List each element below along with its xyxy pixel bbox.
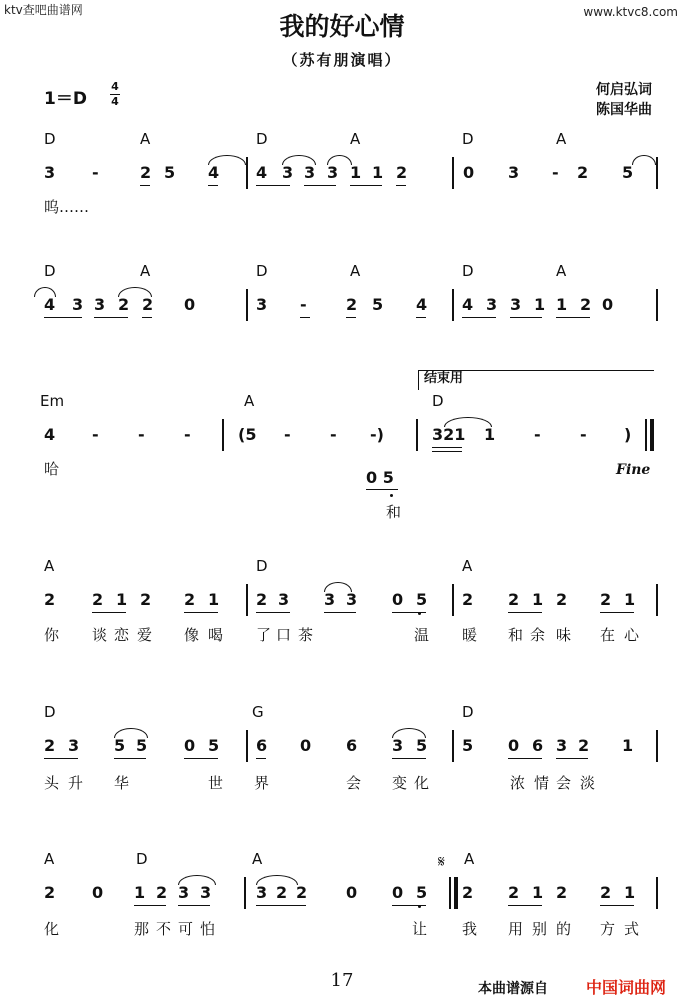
note-underline — [256, 905, 306, 906]
tie-slur — [324, 582, 352, 592]
lyric-syllable: 爱 — [137, 626, 153, 644]
note-underline — [178, 905, 210, 906]
jianpu-note: - — [300, 295, 307, 314]
tie-slur — [118, 287, 152, 297]
tie-slur — [34, 287, 56, 297]
jianpu-note: 3 — [282, 163, 294, 182]
note-underline — [432, 447, 462, 448]
lyric-syllable: 口 — [276, 626, 292, 644]
tie-slur — [208, 155, 246, 165]
jianpu-note: 0 — [392, 883, 404, 902]
jianpu-note: 2 — [276, 883, 288, 902]
chord-symbol: A — [252, 850, 263, 868]
jianpu-note: 5 — [416, 590, 428, 609]
chord-symbol: D — [44, 262, 56, 280]
jianpu-note: - — [184, 425, 191, 444]
chord-symbol: A — [462, 557, 473, 575]
jianpu-note: 4 — [44, 295, 56, 314]
lyric-syllable: 化 — [414, 774, 430, 792]
jianpu-note: 0 — [463, 163, 475, 182]
lyric-syllable: 让 — [412, 920, 428, 938]
lyric-syllable: 华 — [114, 774, 130, 792]
lyric-syllable: 浓 — [510, 774, 526, 792]
jianpu-note: ) — [624, 425, 632, 444]
jianpu-note: 3 — [556, 736, 568, 755]
jianpu-note: 3 — [68, 736, 80, 755]
jianpu-note: 4 — [208, 163, 220, 182]
bar-line — [222, 419, 224, 451]
jianpu-note: 3 — [304, 163, 316, 182]
jianpu-note: 5 — [136, 736, 148, 755]
jianpu-note: 5 — [372, 295, 384, 314]
jianpu-note: 0 — [184, 295, 196, 314]
jianpu-note: 1 — [350, 163, 362, 182]
lyric-syllable: 味 — [556, 626, 572, 644]
tie-slur — [327, 155, 352, 165]
note-underline — [462, 317, 496, 318]
chord-symbol: A — [140, 262, 151, 280]
jianpu-note: 0 — [346, 883, 358, 902]
note-underline — [184, 758, 218, 759]
bar-line — [246, 157, 248, 189]
jianpu-note: 0 — [300, 736, 312, 755]
note-underline — [432, 451, 462, 452]
lyric-syllable: 情 — [534, 774, 550, 792]
key-signature: 1＝D — [44, 89, 87, 109]
note-underline — [508, 758, 542, 759]
lyric-syllable: 心 — [624, 626, 640, 644]
jianpu-note: - — [534, 425, 541, 444]
jianpu-note: 1 — [534, 295, 546, 314]
note-underline — [508, 612, 542, 613]
lyric-syllable: 头 — [44, 774, 60, 792]
note-underline — [184, 612, 218, 613]
note-underline — [92, 612, 126, 613]
jianpu-note: 6 — [346, 736, 358, 755]
lyric-syllable: 可 — [178, 920, 194, 938]
lyric-syllable: 谈 — [92, 626, 108, 644]
note-underline — [208, 185, 218, 186]
jianpu-note: 2 — [508, 883, 520, 902]
lyric-syllable: 温 — [414, 626, 430, 644]
note-underline — [510, 317, 542, 318]
lyric-syllable: 余 — [530, 626, 546, 644]
jianpu-note: - — [92, 163, 99, 182]
chord-symbol: D — [256, 557, 268, 575]
jianpu-note: 1 — [134, 883, 146, 902]
note-underline — [346, 317, 356, 318]
source-label: 本曲谱源自 — [478, 981, 548, 997]
chord-symbol: D — [256, 262, 268, 280]
tie-slur — [114, 728, 148, 738]
jianpu-note: 1 — [484, 425, 496, 444]
jianpu-note: 1 — [622, 736, 634, 755]
meter-bottom: 4 — [111, 94, 119, 108]
jianpu-note: 0 — [392, 590, 404, 609]
note-underline — [350, 185, 382, 186]
jianpu-note: 3 — [327, 163, 339, 182]
octave-dot — [390, 494, 393, 497]
lyric-syllable: 哈 — [44, 460, 60, 478]
jianpu-note: 3 — [486, 295, 498, 314]
chord-symbol: A — [350, 130, 361, 148]
jianpu-note: 2 — [346, 295, 358, 314]
bar-line — [452, 584, 454, 616]
chord-symbol: A — [44, 850, 55, 868]
jianpu-note: 2 — [578, 736, 590, 755]
lyricist: 何启弘词 — [596, 82, 652, 98]
jianpu-note: 2 — [92, 590, 104, 609]
lyric-syllable: 像 — [184, 626, 200, 644]
jianpu-note: 2 — [556, 590, 568, 609]
jianpu-note: 2 — [140, 163, 152, 182]
jianpu-note: - — [580, 425, 587, 444]
jianpu-note: 5 — [164, 163, 176, 182]
note-underline — [300, 317, 310, 318]
lyric-syllable: 恋 — [114, 626, 130, 644]
bar-line — [452, 730, 454, 762]
lyric-syllable: 呜…… — [44, 198, 90, 216]
jianpu-note: 2 — [118, 295, 130, 314]
chord-symbol: A — [464, 850, 475, 868]
note-underline — [256, 185, 290, 186]
note-underline — [600, 905, 634, 906]
note-underline — [600, 612, 634, 613]
jianpu-note: 3 — [346, 590, 358, 609]
jianpu-note: 2 — [577, 163, 589, 182]
jianpu-note: 5 — [114, 736, 126, 755]
jianpu-note: 1 — [532, 883, 544, 902]
jianpu-note: 2 — [142, 295, 154, 314]
octave-dot — [418, 905, 421, 908]
chord-symbol: Em — [40, 392, 65, 410]
bar-line — [452, 157, 454, 189]
jianpu-note: 1 — [624, 590, 636, 609]
note-underline — [396, 185, 406, 186]
jianpu-note: 3 — [508, 163, 520, 182]
note-underline — [556, 758, 588, 759]
jianpu-note: 5 — [622, 163, 634, 182]
tie-slur — [392, 728, 426, 738]
jianpu-note: 0 — [92, 883, 104, 902]
bar-line — [416, 419, 418, 451]
bar-line — [650, 419, 654, 451]
jianpu-note: 2 — [184, 590, 196, 609]
jianpu-note: 2 — [296, 883, 308, 902]
jianpu-note: 4 — [416, 295, 428, 314]
note-underline — [256, 758, 266, 759]
jianpu-note: 1 — [624, 883, 636, 902]
segno-sign: 𝄋 — [438, 852, 445, 871]
jianpu-note: 3 — [392, 736, 404, 755]
lyric-syllable: 喝 — [208, 626, 224, 644]
note-underline — [508, 905, 542, 906]
bar-line — [656, 157, 658, 189]
lyric-syllable: 式 — [624, 920, 640, 938]
jianpu-note: 2 — [580, 295, 592, 314]
meter-top: 4 — [111, 80, 119, 93]
jianpu-note: 3 — [278, 590, 290, 609]
jianpu-note: 2 — [508, 590, 520, 609]
bar-line — [656, 730, 658, 762]
chord-symbol: D — [44, 130, 56, 148]
chord-symbol: A — [140, 130, 151, 148]
jianpu-note: 2 — [600, 590, 612, 609]
time-signature — [110, 81, 120, 107]
composer: 陈国华曲 — [596, 102, 652, 118]
jianpu-note: 1 — [532, 590, 544, 609]
jianpu-note: 1 — [116, 590, 128, 609]
note-underline — [44, 317, 82, 318]
bar-line — [656, 584, 658, 616]
bar-line — [454, 877, 458, 909]
jianpu-note: 3 — [256, 883, 268, 902]
jianpu-note: 2 — [462, 883, 474, 902]
note-underline — [324, 612, 356, 613]
lyric-syllable: 在 — [600, 626, 616, 644]
jianpu-note: -) — [370, 425, 384, 444]
chord-symbol: D — [462, 262, 474, 280]
lyric-syllable: 我 — [462, 920, 478, 938]
jianpu-note: - — [330, 425, 337, 444]
jianpu-note: - — [138, 425, 145, 444]
page-number: 17 — [330, 970, 354, 991]
jianpu-note: 2 — [462, 590, 474, 609]
jianpu-note: - — [284, 425, 291, 444]
bar-line — [244, 877, 246, 909]
jianpu-note: 4 — [462, 295, 474, 314]
lyric-syllable: 茶 — [298, 626, 314, 644]
tie-slur — [256, 875, 298, 885]
note-underline — [134, 905, 166, 906]
ending-bracket-side — [418, 370, 419, 390]
lyric-syllable: 怕 — [200, 920, 216, 938]
lyric-syllable: 和 — [508, 626, 524, 644]
note-underline — [304, 185, 336, 186]
jianpu-note: 1 — [372, 163, 384, 182]
ending-label: 结束用 — [424, 371, 464, 386]
tie-slur — [444, 417, 492, 427]
note-underline — [114, 758, 146, 759]
lyric-syllable: 用 — [508, 920, 524, 938]
jianpu-note: 2 — [140, 590, 152, 609]
chord-symbol: D — [136, 850, 148, 868]
note-underline — [556, 317, 590, 318]
lyric-syllable: 不 — [156, 920, 172, 938]
bar-line — [246, 584, 248, 616]
chord-symbol: A — [244, 392, 255, 410]
jianpu-note: 5 — [208, 736, 220, 755]
lyric-syllable: 升 — [68, 774, 84, 792]
chord-symbol: A — [556, 262, 567, 280]
jianpu-note: 4 — [44, 425, 56, 444]
note-underline — [44, 758, 78, 759]
tie-slur — [282, 155, 316, 165]
lyric-syllable: 暖 — [462, 626, 478, 644]
jianpu-note: 5 — [462, 736, 474, 755]
bar-line — [656, 289, 658, 321]
note-underline — [366, 489, 398, 490]
lyric-syllable: 世 — [208, 774, 224, 792]
jianpu-note: 2 — [44, 883, 56, 902]
chord-symbol: D — [432, 392, 444, 410]
lyric-syllable: 别 — [532, 920, 548, 938]
lyric-syllable: 方 — [600, 920, 616, 938]
tie-slur — [178, 875, 216, 885]
lyric-syllable: 界 — [254, 774, 270, 792]
jianpu-note: 2 — [556, 883, 568, 902]
jianpu-note: 2 — [44, 736, 56, 755]
jianpu-note: 3 — [72, 295, 84, 314]
note-underline — [392, 758, 426, 759]
lyric-syllable: 和 — [386, 503, 402, 521]
jianpu-note: - — [552, 163, 559, 182]
chord-symbol: G — [252, 703, 264, 721]
fine-marking: Fine — [616, 462, 651, 478]
bar-line — [449, 877, 451, 909]
site-watermark-left: ktv查吧曲谱网 — [4, 3, 83, 17]
song-subtitle: （苏有朋演唱） — [282, 51, 402, 69]
jianpu-note: 5 — [416, 883, 428, 902]
jianpu-note: 3 — [44, 163, 56, 182]
bar-line — [246, 730, 248, 762]
chord-symbol: D — [462, 703, 474, 721]
lyric-syllable: 化 — [44, 920, 60, 938]
jianpu-note: 3 — [200, 883, 212, 902]
jianpu-note: 6 — [532, 736, 544, 755]
jianpu-note: (5 — [238, 425, 257, 444]
jianpu-note: 0 — [602, 295, 614, 314]
tie-slur — [632, 155, 656, 165]
note-underline — [416, 317, 426, 318]
chord-symbol: A — [556, 130, 567, 148]
jianpu-note: 2 — [44, 590, 56, 609]
jianpu-note: 3 — [178, 883, 190, 902]
chord-symbol: D — [44, 703, 56, 721]
jianpu-note: 6 — [256, 736, 268, 755]
note-underline — [142, 317, 152, 318]
lyric-syllable: 会 — [556, 774, 572, 792]
note-underline — [94, 317, 128, 318]
jianpu-note: - — [92, 425, 99, 444]
note-underline — [140, 185, 150, 186]
jianpu-note: 0 — [184, 736, 196, 755]
jianpu-note: 0 — [508, 736, 520, 755]
jianpu-note: 1 — [208, 590, 220, 609]
chord-symbol: A — [350, 262, 361, 280]
bar-line — [246, 289, 248, 321]
jianpu-note: 3 — [324, 590, 336, 609]
pickup-notes: 0 5 — [366, 468, 394, 487]
lyric-syllable: 那 — [134, 920, 150, 938]
jianpu-note: 3 — [510, 295, 522, 314]
jianpu-note: 2 — [256, 590, 268, 609]
ending-bracket — [418, 370, 654, 371]
jianpu-note: 2 — [156, 883, 168, 902]
jianpu-note: 1 — [556, 295, 568, 314]
chord-symbol: A — [44, 557, 55, 575]
jianpu-note: 2 — [396, 163, 408, 182]
source-site: 中国词曲网 — [586, 978, 667, 997]
lyric-syllable: 了 — [256, 626, 272, 644]
jianpu-note: 4 — [256, 163, 268, 182]
octave-dot — [418, 612, 421, 615]
jianpu-note: 3 — [94, 295, 106, 314]
jianpu-note: 3 — [256, 295, 268, 314]
jianpu-note: 2 — [600, 883, 612, 902]
lyric-syllable: 会 — [346, 774, 362, 792]
site-watermark-right: www.ktvc8.com — [583, 5, 678, 19]
chord-symbol: D — [462, 130, 474, 148]
song-title: 我的好心情 — [279, 12, 405, 41]
bar-line — [452, 289, 454, 321]
bar-line — [645, 419, 647, 451]
lyric-syllable: 的 — [556, 920, 572, 938]
chord-symbol: D — [256, 130, 268, 148]
lyric-syllable: 淡 — [580, 774, 596, 792]
lyric-syllable: 变 — [392, 774, 408, 792]
bar-line — [656, 877, 658, 909]
note-underline — [256, 612, 290, 613]
lyric-syllable: 你 — [44, 626, 60, 644]
jianpu-note: 321 — [432, 425, 466, 444]
jianpu-note: 5 — [416, 736, 428, 755]
